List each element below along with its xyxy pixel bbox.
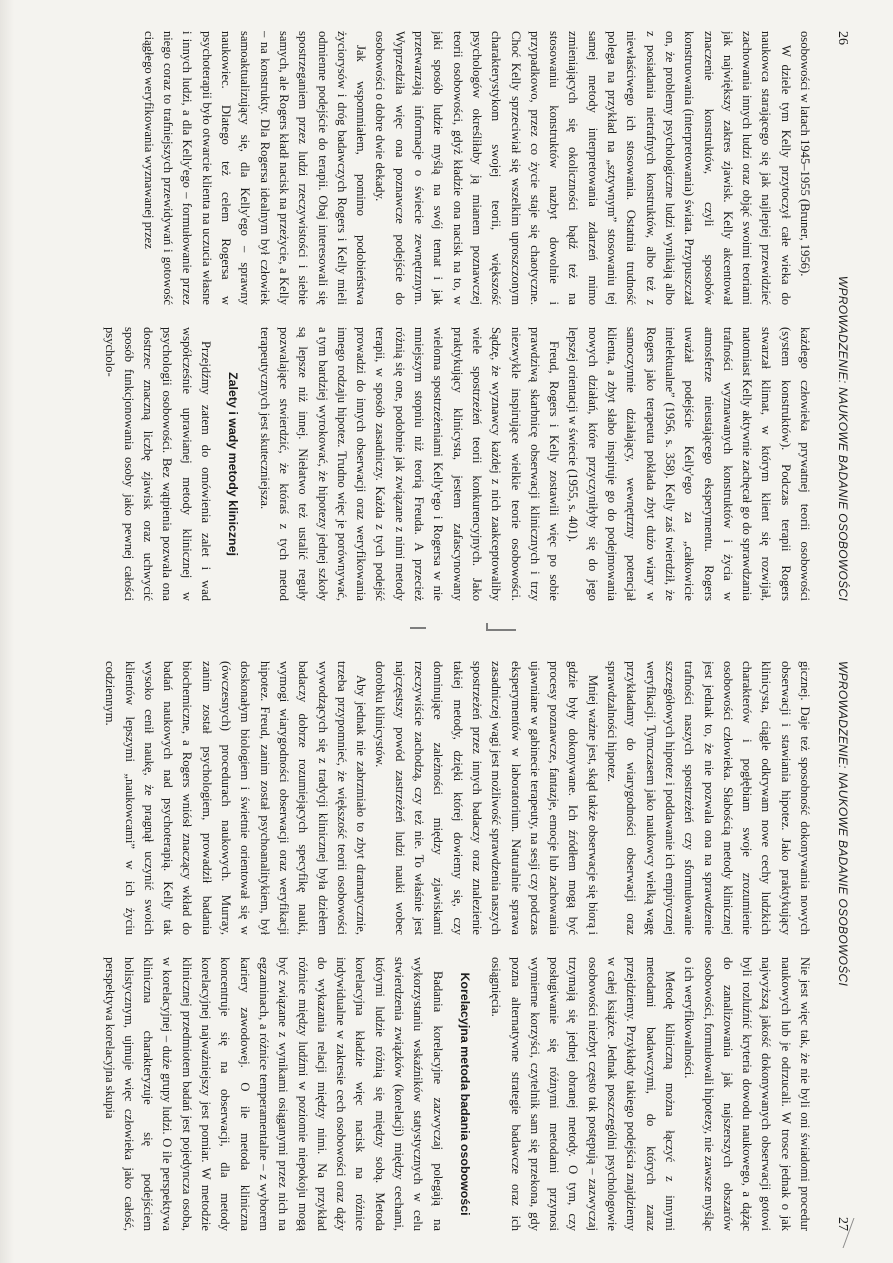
paragraph: Badania korelacyjne zazwyczaj polegają na wykorzystaniu wskaźników statystycznych w celu stwierdzenia związków (korelacji) między cechami, którymi ludzie różnią się między sobą. Metoda korelacyjna kładzie więc nacisk na różnice indywidualne w zakresie cech osobowości oraz dąży do wykazania relacji między nimi. Na przykład różnice między ludźmi w poziomie niepokoju mogą być związane z wynikami osiąganymi przez nich na egzaminach, a różnice temperamentalne – z wyborem kariery zawodowej. O ile metoda kliniczna koncentruje się na obserwacji, dla metody korelacyjnej najważniejszy jest pomiar. W metodzie klinicznej przedmiotem badań jest pojedyncza osoba, w korelacyjnej – duże grupy ludzi. O ile perspektywa kliniczna charakteryzuje się podejściem holistycznym, ujmuje więc człowieka jako całość, perspektywa korelacyjna skupia bbox=[102, 957, 445, 1231]
text-column bbox=[24, 957, 814, 1231]
book-gutter-marks bbox=[356, 623, 516, 639]
text-column bbox=[24, 661, 814, 935]
right-page-columns bbox=[24, 661, 814, 1231]
text-block bbox=[486, 957, 814, 1231]
paragraph: Aby jednak nie zabrzmiało to zbyt dramatycznie, trzeba przypomnieć, że większość teorii osobowości wywodzących się z tradycji klinicznej była dziełem badaczy dobrze rozumiejących specyfikę nauki, wymogi wiarygodności obserwacji oraz weryfikacji hipotez. Freud, zanim został psychoanalitykiem, był doskonałym biologiem i świetnie orientował się w (ówczesnych) procedurach naukowych. Murray, zanim został psychologiem, prowadził badania biochemiczne, a Rogers wniósł znaczący wkład do badań naukowych nad psychoterapią. Kelly tak wysoko cenił naukę, że pragnął uczynić swoich klientów lepszymi „naukowcami” w ich życiu codziennym. bbox=[103, 661, 369, 935]
paragraph: Metodę kliniczną można łączyć z innymi metodami badawczymi, do których zaraz przejdziemy. Przykłady takiego podejścia znajdziemy w całej książce. Jednak poszczególni psychologowie osobowości niezbyt często tak postępują – zazwyczaj trzymają się jednej obranej metody. O tym, czy posługiwanie się różnymi metodami przynosi wymierne korzyści, czytelnik sam się przekona, gdy pozna alternatywne strategie badawcze oraz ich osiągnięcia. bbox=[489, 957, 677, 1231]
paragraph: każdego człowieka prywatnej teorii osobowości (system konstruktów). Podczas terapii Rogers stwarzał klimat, w którym klient się rozwijał, natomiast Kelly aktywnie zachęcał go do sprawdzania trafności wyznawanych konstruktów i życia w atmosferze nieustającego eksperymentu. Rogers uważał podejście Kelly'ego za „całkowicie intelektualne” (1956, s. 358). Kelly zaś twierdził, że Rogers jako terapeuta pokłada zbyt dużo wiary w samoczynnie działający, wewnętrzny potencjał klienta, a zbyt słabo inspiruje go do podejmowania nowych działań, które przyczyniłyby się do jego lepszej orientacji w świecie (1955, s. 401). bbox=[566, 327, 812, 601]
gutter-mark bbox=[410, 627, 426, 629]
paragraph: gicznej. Daje też sposobność dokonywania nowych obserwacji i stawiania hipotez. Jako praktykujący klinicysta, ciągle odkrywam nowe cechy ludzkich charakterów i pogłębiam swoje zrozumienie osobowości człowieka. Słabością metody klinicznej jest jednak to, że nie pozwala ona na sprawdzenie trafności naszych spostrzeżeń czy sformułowanie szczegółowych hipotez i poddawanie ich empirycznej weryfikacji. Tymczasem jako naukowcy wielką wagę przykładamy do wiarygodności obserwacji oraz sprawdzalności hipotez. bbox=[605, 661, 812, 935]
running-head: WPROWADZENIE: NAUKOWE BADANIE OSOBOWOŚCI bbox=[836, 275, 850, 601]
page-number: 26 bbox=[835, 31, 850, 45]
text-column bbox=[24, 31, 814, 305]
text-block bbox=[99, 957, 446, 1231]
paragraph: Przejdźmy zatem do omówienia zalet i wad współcześnie uprawianej metody klinicznej w psychologii osobowości. Bez wątpienia pozwala ona dostrzec znaczną liczbę zjawisk oraz uchwycić sposób funkcjonowania osoby jako pewnej całości psycholo- bbox=[102, 327, 214, 601]
left-page bbox=[16, 11, 876, 621]
text-column bbox=[24, 327, 814, 601]
paragraph: Nie jest więc tak, że nie byli oni świadomi procedur naukowych lub je odrzucali. W trosce jednak o jak najwyższą jakość dokonywanych obserwacji gotowi byli rozluźnić kryteria dowodu naukowego, a dążąc do zanalizowania jak najszerszych obszarów osobowości, formułowali hipotezy, nie zawsze myśląc o ich weryfikowalności. bbox=[682, 957, 812, 1231]
gutter-mark bbox=[488, 629, 516, 631]
book-spread bbox=[16, 11, 876, 1251]
paragraph: Freud, Rogers i Kelly zostawili więc po sobie prawdziwą skarbnicę obserwacji klinicznych i trzy niezwykle inspirujące wielkie teorie osobowości. Sądzę, że wyznawcy każdej z nich zaakceptowaliby wiele spostrzeżeń teorii konkurencyjnych. Jako praktykujący klinicysta, jestem zafascynowany wieloma spostrzeżeniami Kelly'ego i Rogersa w nie mniejszym stopniu niż teorią Freuda. A przecież różnią się one, podobnie jak związane z nimi metody terapii, w sposób zasadniczy. Każda z tych podejść prowadzi do innych obserwacji oraz weryfikowania innego rodzaju hipotez. Trudno więc je porównywać, a tym bardziej wyrokować, że hipotezy jednej szkoły są lepsze niż innej. Niełatwo też ustalić reguły pozwalające stwierdzić, że któraś z tych metod terapeutycznych jest skuteczniejsza. bbox=[257, 327, 562, 601]
right-page bbox=[16, 641, 876, 1251]
paragraph: W dziele tym Kelly przytoczył całe wieka do naukowca starającego się jak najlepiej przewidzieć zachowania innych ludzi oraz objąć swoimi teoriami jak największy zakres zjawisk. Kelly akcentował znaczenie konstruktów, czyli sposobów konstruowania (interpretowania) świata. Przypuszczał on, że problemy psychologiczne ludzi wynikają albo z posiadania nietrafnych konstruktów, albo też z niewłaściwego ich stosowania. Ostatnia trudność polega na przykład na „sztywnym” stosowaniu tej samej metody interpretowania zdarzeń mimo zmieniających się okoliczności bądź też na stosowaniu konstruktów nazbyt dowolnie i przypadkowo, przez co życie staje się chaotyczne. Choć Kelly sprzeciwiał się wszelkim uproszczonym charakterystykom swojej teorii, większość psychologów określiłaby ją mianem poznawczej teorii osobowości, gdyż kładzie ona nacisk na to, w jaki sposób ludzie myślą na swój temat i jak przetwarzają informacje o świecie zewnętrznym. Wyprzedziła więc ona poznawcze podejście do osobowości o dobre dwie dekady. bbox=[373, 31, 793, 305]
section-heading: Zalety i wady metody klinicznej bbox=[226, 372, 241, 556]
gutter-mark bbox=[486, 623, 488, 631]
text-block bbox=[99, 327, 215, 601]
paragraph: Jak wspomniałem, pomimo podobieństwa życiorysów i dróg badawczych Rogers i Kelly mieli odmienne podejście do terapii. Obaj interesowali się spostrzeganiem przez ludzi rzeczywistości i siebie samych, ale Rogers kładł nacisk na przeżycie, a Kelly – na konstrukty. Dla Rogersa idealnym był człowiek samoaktualizujący się, dla Kelly'ego – sprawny naukowiec. Dlatego też celem Rogersa w psychoterapii było otwarcie klienta na uczucia własne i innych ludzi, a dla Kelly'ego – formułowanie przez niego coraz to trafniejszych przewidywań i gotowość ciągłego weryfikowania wyznawanej przez bbox=[141, 31, 369, 305]
left-page-header bbox=[824, 31, 850, 601]
text-block bbox=[254, 327, 814, 601]
running-head: WPROWADZENIE: NAUKOWE BADANIE OSOBOWOŚCI bbox=[836, 661, 850, 987]
right-page-header bbox=[824, 661, 850, 1231]
paragraph: osobowości w latach 1945–1955 (Bruner, 1956). bbox=[798, 31, 812, 277]
paragraph: Mniej ważne jest, skąd także obserwacje się biorą i gdzie były dokonywane. Ich źródłem mogą być procesy poznawcze, fantazje, emocje lub zachowania ujawniane w gabinecie terapeuty, na sesji czy podczas eksperymentów w laboratorium. Naturalnie sprawa zasadniczej wagi jest możliwość sprawdzenia naszych spostrzeżeń przez innych badaczy oraz znalezienie takiej metody, dzięki której dowiemy się, czy dominujące zależności między zjawiskami rzeczywiście zachodzą, czy też nie. To właśnie jest najczęstszy powód zastrzeżeń ludzi nauki wobec dorobku klinicystów. bbox=[373, 661, 600, 935]
left-page-columns bbox=[24, 31, 814, 601]
page-number: 27 bbox=[835, 1217, 850, 1231]
section-heading: Korelacyjna metoda badania osobowości bbox=[457, 972, 472, 1216]
scan-shadow-edge bbox=[0, 0, 14, 1263]
